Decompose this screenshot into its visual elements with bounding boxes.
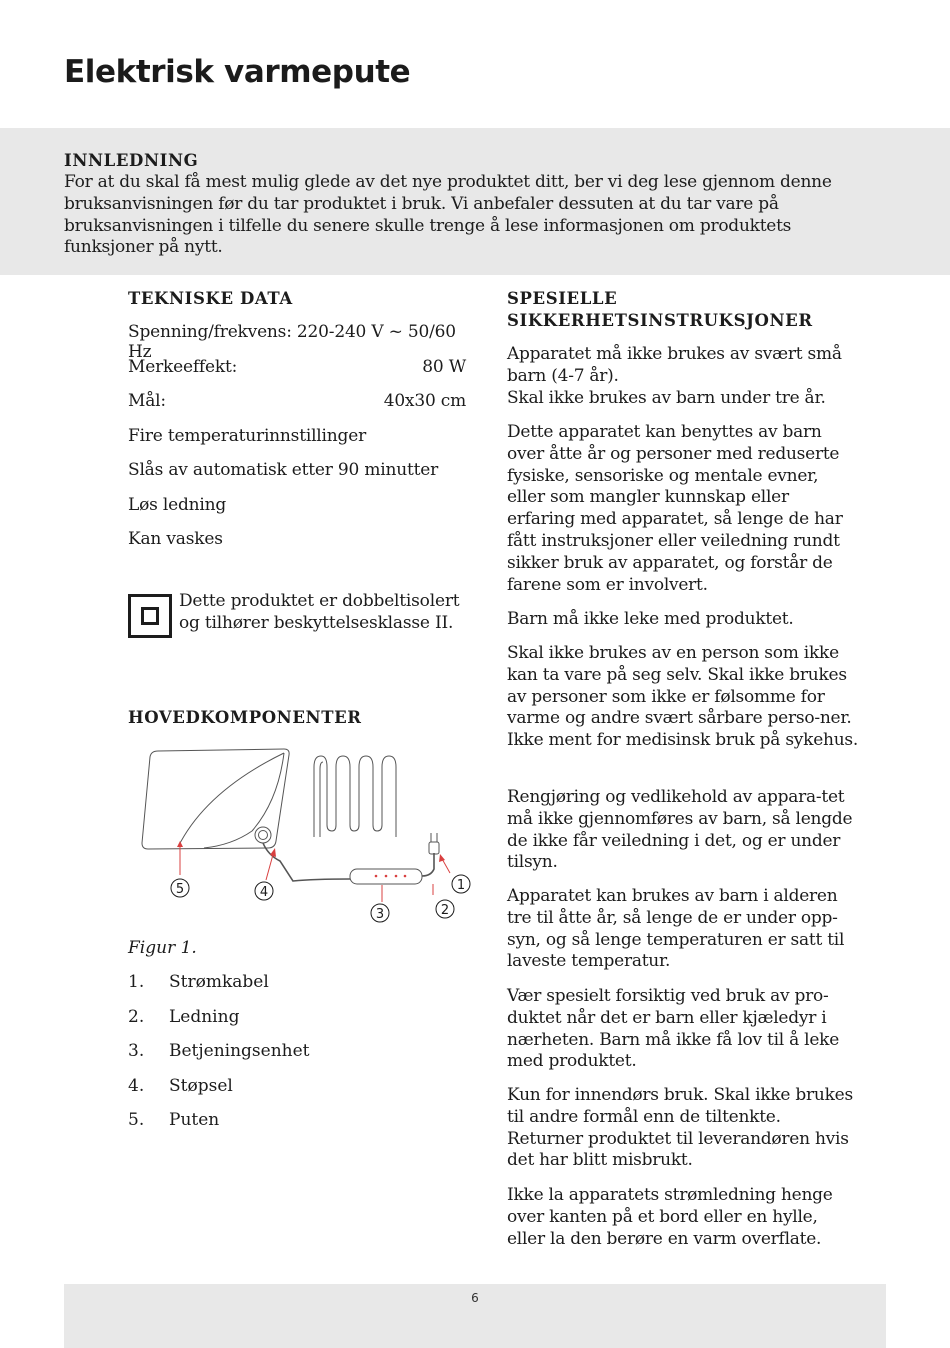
item-label: Betjeningsenhet (169, 1041, 310, 1061)
figure-caption: Figur 1. (128, 938, 197, 958)
double-insulation-icon (128, 594, 172, 638)
safety-paragraph: Apparatet må ikke brukes av svært små barn (4-7 år). Skal ikke brukes av barn under tre år. (507, 344, 842, 408)
item-number: 4. (128, 1076, 145, 1096)
item-number: 1. (128, 972, 145, 992)
spec-row (128, 426, 466, 446)
spec-label: Slås av automatisk etter 90 minutter (128, 460, 439, 480)
tech-heading: TEKNISKE DATA (128, 289, 293, 308)
power-cable-illustration (422, 853, 434, 876)
double-insulation-text: Dette produktet er dobbeltisolert og tilhører beskyttelsesklasse II. (179, 591, 460, 633)
components-figure (128, 745, 478, 930)
safety-paragraph: Dette apparatet kan benyttes av barn over åtte år og personer med reduserte fysiske, sensoriske og mentale evner, eller som mangler kunnskap eller erfaring med apparatet, så lenge de har fått instruksjoner eller veiledning rundt sikker bruk av apparatet, og forstår de farene som er involvert. (507, 422, 843, 595)
spec-row (128, 460, 466, 480)
spec-row (128, 357, 466, 377)
washable-element-illustration (314, 756, 396, 837)
safety-heading: SPESIELLE SIKKERHETSINSTRUKSJONER (507, 289, 813, 330)
item-number: 2. (128, 1007, 145, 1027)
spec-label: Mål: (128, 391, 166, 411)
spec-row (128, 529, 466, 549)
safety-paragraph: Barn må ikke leke med produktet. (507, 609, 794, 629)
item-label: Ledning (169, 1007, 240, 1027)
list-item (128, 972, 269, 992)
safety-paragraph: Kun for innendørs bruk. Skal ikke brukes til andre formål enn de tiltenkte. Returner produktet til leverandøren hvis det har blitt misbrukt. (507, 1085, 853, 1171)
item-number: 5. (128, 1110, 145, 1130)
item-label: Støpsel (169, 1076, 233, 1096)
cord-illustration (263, 843, 350, 881)
spec-value: 40x30 cm (383, 391, 466, 411)
components-heading: HOVEDKOMPONENTER (128, 708, 362, 727)
spec-value: 80 W (422, 357, 466, 377)
list-item (128, 1076, 233, 1096)
list-item (128, 1007, 239, 1027)
callout-1: 1 (456, 878, 466, 893)
spec-label: Merkeeffekt: (128, 357, 238, 377)
intro-heading: INNLEDNING (64, 151, 199, 170)
list-item (128, 1041, 310, 1061)
safety-paragraph: Skal ikke brukes av en person som ikke kan ta vare på seg selv. Skal ikke brukes av personer som ikke er følsomme for varme og andre svært sårbare perso-ner. Ikke ment for medisinsk bruk på sykehus. (507, 643, 859, 751)
list-item (128, 1110, 219, 1130)
spec-label: Kan vaskes (128, 529, 223, 549)
item-label: Strømkabel (169, 972, 269, 992)
spec-row (128, 322, 466, 362)
item-label: Puten (169, 1110, 220, 1130)
item-number: 3. (128, 1041, 145, 1061)
callout-4: 4 (259, 885, 269, 900)
safety-paragraph: Vær spesielt forsiktig ved bruk av pro-duktet når det er barn eller kjæledyr i nærheten. Barn må ikke få lov til å leke med produktet. (507, 986, 840, 1072)
callout-2: 2 (440, 903, 450, 918)
spec-label: Fire temperaturinnstillinger (128, 426, 367, 446)
spec-label: Spenning/frekvens: 220-240 V ~ 50/60 Hz (128, 322, 456, 362)
safety-paragraph: Rengjøring og vedlikehold av appara-tet må ikke gjennomføres av barn, så lengde de ikke får veiledning i det, og er under tilsyn. (507, 787, 853, 873)
page-number: 6 (471, 1291, 479, 1305)
intro-text: For at du skal få mest mulig glede av det nye produktet ditt, ber vi deg lese gjennom denne bruksanvisningen før du tar produktet i bruk. Vi anbefaler dessuten at du tar vare på bruksanvisningen i tilfelle du senere skulle trenge å lese informasjonen om produktets funksjoner på nytt. (64, 172, 832, 258)
plug-illustration (429, 842, 439, 854)
spec-row (128, 495, 466, 515)
callout-3: 3 (375, 907, 385, 922)
page-title: Elektrisk varmepute (64, 54, 411, 90)
callout-5: 5 (175, 882, 185, 897)
spec-row (128, 391, 466, 411)
safety-paragraph: Apparatet kan brukes av barn i alderen tre til åtte år, så lenge de er under opp-syn, og så lenge temperaturen er satt til laveste temperatur. (507, 886, 845, 972)
spec-label: Løs ledning (128, 495, 227, 515)
safety-paragraph: Ikke la apparatets strømledning henge over kanten på et bord eller en hylle, eller la den berøre en varm overflate. (507, 1185, 833, 1249)
